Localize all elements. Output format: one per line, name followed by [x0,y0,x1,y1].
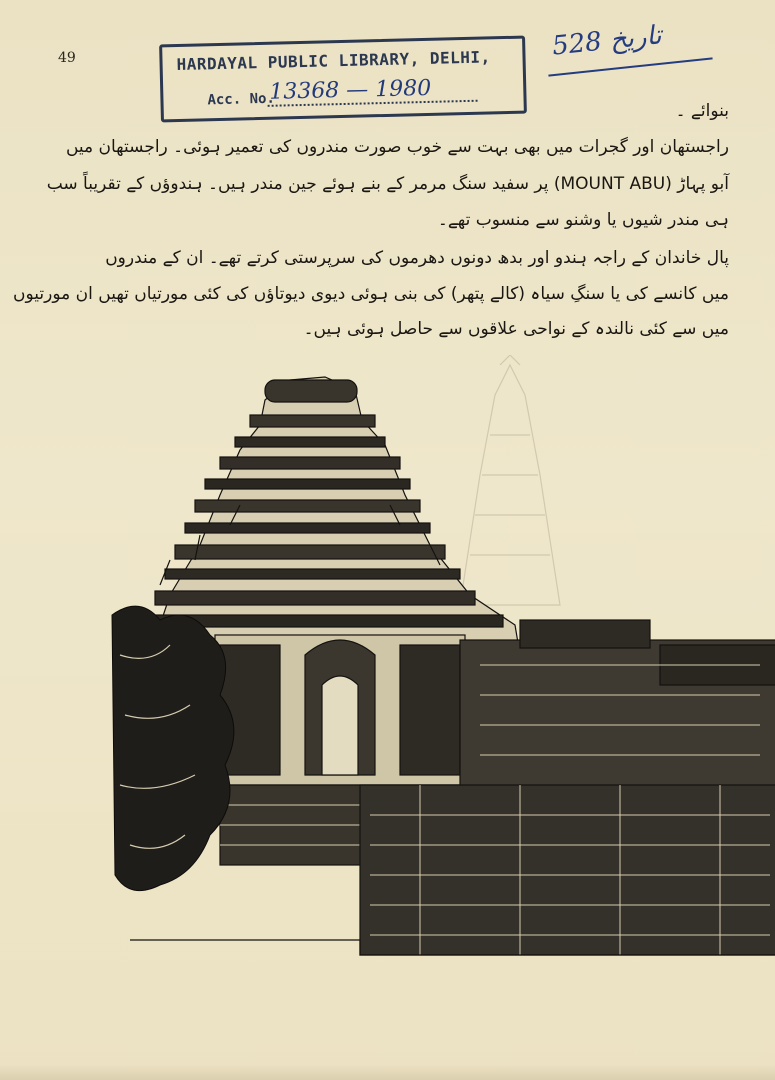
faint-background-shikhara [460,355,560,605]
temple-illustration [100,355,775,975]
text-line: میں سے کئی نالندہ کے نواحی علاقوں سے حاصل ہوئی ہیں۔ [303,319,729,339]
stamp-acc-label: Acc. No. [207,90,276,109]
handwritten-underline [548,57,712,76]
page-number: 49 [58,50,76,66]
page-bottom-shadow [0,1064,775,1080]
text-line: راجستھان اور گجرات میں بھی بہت سے خوب صورت مندروں کی تعمیر ہوئی۔ راجستھان میں [65,137,729,157]
handwritten-code: 528 تاریخ [550,20,663,62]
text-line: بنوائے ۔ [675,101,729,121]
temple-main-tower [148,377,520,655]
text-line: پال خاندان کے راجہ ہندو اور بدھ دونوں دھرموں کی سرپرستی کرتے تھے۔ ان کے مندروں [105,248,729,268]
text-line: آبو پہاڑ (MOUNT ABU) پر سفید سنگ مرمر کے بنے ہوئے جین مندر ہیں۔ ہندوؤں کے تقریباً سب [46,174,729,194]
library-stamp [159,36,527,123]
stamp-acc-value: 13368 — 1980 [268,75,432,105]
foreground-tree [112,606,234,891]
text-line: میں کانسے کی یا سنگِ سیاہ (کالے پتھر) کی بنی ہوئی دیوی دیوتاؤں کی کئی مورتیاں تھیں ان مورتیوں [13,284,729,304]
text-line: ہی مندر شیوں یا وشنو سے منسوب تھے۔ [437,210,729,230]
stamp-title: HARDAYAL PUBLIC LIBRARY, DELHI, [176,47,491,75]
